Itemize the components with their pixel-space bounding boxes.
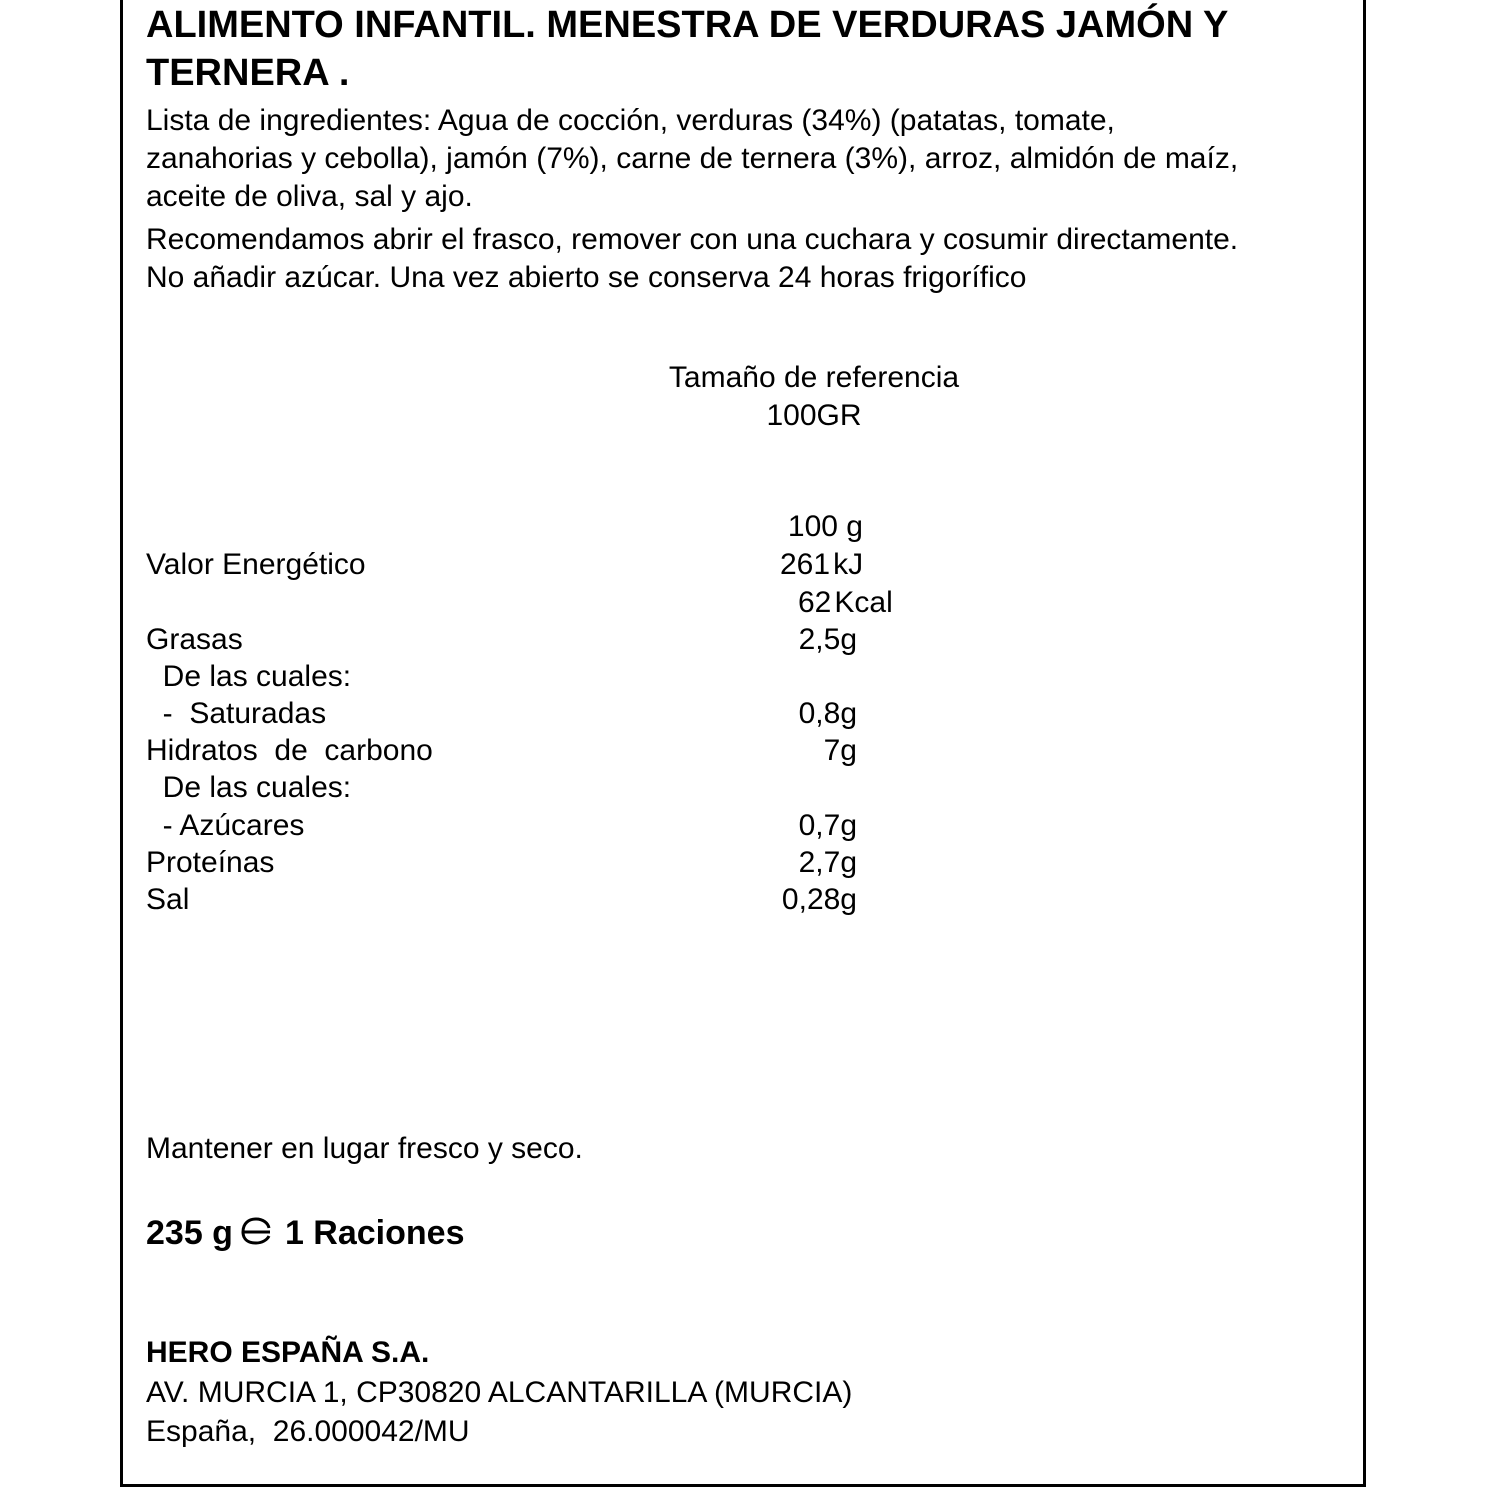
energy-kcal: [798, 584, 893, 621]
net-portions: 1 Raciones: [284, 1214, 465, 1252]
nutrition-row-label: Grasas: [146, 623, 243, 656]
nutrition-row-value: 0,8g: [798, 697, 857, 730]
nutrition-row-label: Proteínas: [146, 846, 275, 879]
nutrition-row-value: 0,28g: [781, 883, 857, 916]
nutrition-row-label: Hidratos de carbono: [146, 734, 433, 767]
nutrition-row-value: 2,5g: [798, 623, 857, 656]
net-weight: 235 g: [146, 1214, 233, 1252]
manufacturer-address: AV. MURCIA 1, CP30820 ALCANTARILLA (MURCIA): [146, 1376, 853, 1409]
nutrition-row-value: 2,7g: [798, 846, 857, 879]
energy-kj-value: 261: [780, 548, 831, 581]
nutrition-row-label: - Azúcares: [146, 809, 305, 842]
energy-kcal-unit: Kcal: [834, 586, 893, 619]
manufacturer-country-registration: España, 26.000042/MU: [146, 1415, 470, 1448]
nutrition-column-header: 100 g: [787, 510, 863, 543]
instructions-line2: No añadir azúcar. Una vez abierto se conserva 24 horas frigorífico: [146, 261, 1027, 294]
energy-kj-unit: kJ: [833, 548, 864, 581]
storage-instructions: Mantener en lugar fresco y seco.: [146, 1132, 583, 1165]
nutrition-row-value: 7g: [823, 734, 857, 767]
nutrition-row-label: De las cuales:: [146, 660, 352, 693]
ingredients-line1: Lista de ingredientes: Agua de cocción, verduras (34%) (patatas, tomate,: [146, 104, 1115, 137]
nutrition-row-label: Sal: [146, 883, 190, 916]
nutrition-row-label: De las cuales:: [146, 771, 352, 804]
energy-kj: [780, 546, 863, 583]
reference-value: 100GR: [766, 399, 862, 432]
instructions-line1: Recomendamos abrir el frasco, remover con una cuchara y cosumir directamente.: [146, 223, 1239, 256]
estimated-sign-icon: [239, 1214, 273, 1256]
reference-label: Tamaño de referencia: [668, 361, 960, 394]
manufacturer-name: HERO ESPAÑA S.A.: [146, 1336, 430, 1369]
ingredients-line3: aceite de oliva, sal y ajo.: [146, 180, 473, 213]
energy-label: Valor Energético: [146, 548, 366, 581]
energy-kcal-value: 62: [798, 586, 832, 619]
nutrition-row-label: - Saturadas: [146, 697, 327, 730]
ingredients-line2: zanahorias y cebolla), jamón (7%), carne de ternera (3%), arroz, almidón de maíz,: [146, 142, 1239, 175]
nutrition-row-value: 0,7g: [798, 809, 857, 842]
net-weight-line: [146, 1212, 464, 1256]
product-title-line2: TERNERA .: [146, 52, 350, 94]
product-title-line1: ALIMENTO INFANTIL. MENESTRA DE VERDURAS JAMÓN Y: [146, 4, 1229, 46]
